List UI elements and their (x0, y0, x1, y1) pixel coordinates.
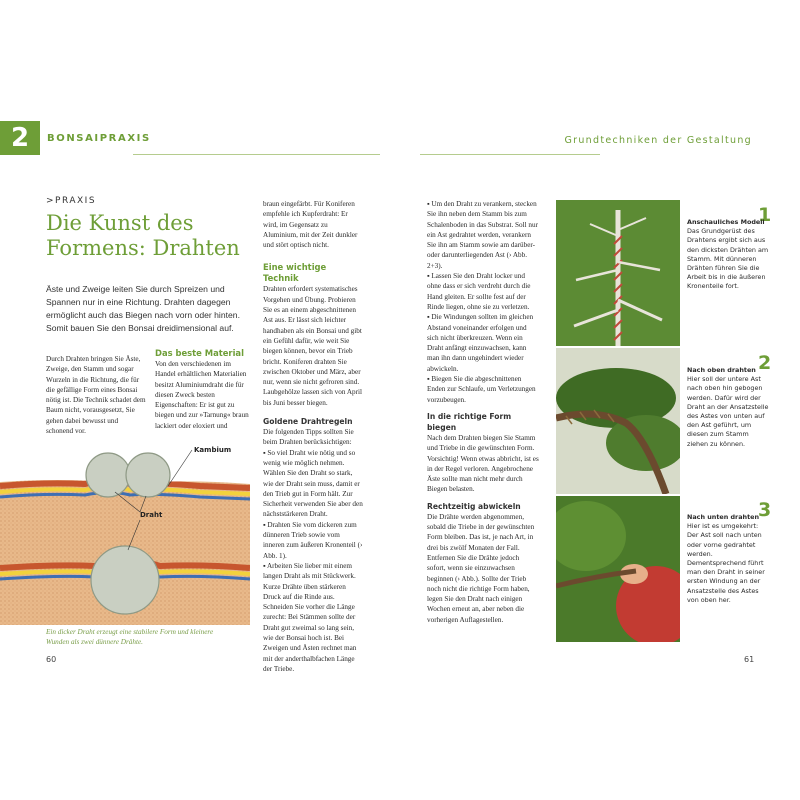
label-kambium: Kambium (194, 446, 232, 454)
photo-caption-text: Hier ist es umgekehrt: Der Ast soll nach unten oder vorne gedrahtet werden. Dementsprechend führt man den Draht in seiner ersten Windung an der Ansatzstelle des Astes von oben her. (687, 522, 765, 604)
label-draht: Draht (140, 511, 163, 519)
form-heading: In die richtige Form biegen (427, 411, 512, 432)
photo-caption-3 (687, 513, 769, 605)
section-running-head: Grundtechniken der Gestaltung (564, 135, 752, 146)
chapter-label: BONSAIPRAXIS (47, 133, 151, 144)
form-text: Nach dem Drahten biegen Sie Stamm und Triebe in die gewünschten Form. Vorsichtig! Wenn etwas abbricht, ist es in der Regel verloren. Angebrochene Äste sollte man nicht mehr durch Biegen belasten. (427, 433, 539, 494)
rules-heading: Goldene Drahtregeln (263, 417, 353, 427)
photo-wiring-upward (556, 348, 680, 494)
photo-number-2: 2 (758, 352, 772, 374)
technique-heading: Eine wichtige Technik (263, 262, 327, 284)
photo-caption-text: Hier soll der untere Ast nach oben hin gebogen werden. Dafür wird der Draht an der Ansatzstelle des Astes von unten auf den Ast geführt, um diesen zum Stamm ziehen zu können. (687, 375, 769, 448)
kicker: >PRAXIS (46, 196, 97, 206)
col3-text: braun eingefärbt. Für Koniferen empfehle ich Kupferdraht: Er wird, im Gegensatz zu Aluminium, mit der Zeit dunkler und stört optisch nicht. (263, 200, 358, 250)
thin-wire-1 (86, 453, 130, 497)
photo-caption-title: Nach unten drahten (687, 513, 760, 521)
header-rule-right (420, 154, 600, 155)
bullet-item: ▪ Biegen Sie die abgeschnittenen Enden zur Schlaufe, um Verletzungen vorzubeugen. (427, 375, 536, 404)
header-rule-left (133, 154, 380, 155)
column-1 (46, 354, 146, 436)
column-3 (263, 199, 363, 674)
time-text: Die Drähte werden abgenommen, sobald die Triebe in der gewünschten Form bleiben. Das ist, je nach Art, in drei bis zwölf Monaten der Fall. Entfernen Sie die Drähte jedoch sofort, wenn sie einzuwachsen beginnen (› Abb.). Sollte der Trieb noch nicht die richtige Form haben, legen Sie den Draht nach einigen Wochen erneut an, aber neben die vorherigen Auflagestellen. (427, 512, 535, 624)
thick-wire (91, 546, 159, 614)
diagram-caption: Ein dicker Draht erzeugt eine stabilere Form und kleinere Wunden als zwei dünnere Drähte. (46, 628, 214, 646)
photo-caption-2 (687, 366, 769, 449)
right-column (427, 199, 539, 625)
material-text: Von den verschiedenen im Handel erhältlichen Materialien besitzt Aluminiumdraht die für diesen Zweck besten Eigenschaften: Er ist gut zu biegen und zur »Tarnung« braun lackiert oder eloxiert und (155, 360, 249, 430)
page-title: Die Kunst des Formens: Drahten (46, 211, 240, 260)
photo-number-3: 3 (758, 499, 772, 521)
bullet-item: ▪ Die Windungen sollten im gleichen Abstand voneinander erfolgen und sich nicht überkreuzen. Wenn ein Draht anfängt einzuwachsen, kann man ihn dann ungehindert wieder abwickeln. (427, 313, 534, 373)
thin-wire-2 (126, 453, 170, 497)
rules-intro: Die folgenden Tipps sollten Sie beim Drahten berücksichtigen: (263, 428, 354, 447)
rule-item: ▪ So viel Draht wie nötig und so wenig wie möglich nehmen. Wählen Sie den Draht so stark, wie der Draht sein muss, damit er den Trieb gut in Form hält. Zur Sicherheit verwenden Sie aber den nächststärkeren Draht. (263, 448, 363, 519)
chapter-number: 2 (0, 121, 40, 155)
technique-text: Drahten erfordert systematisches Vorgehen und Übung. Probieren Sie es an einem abgeschnittenen Ast aus. Er lässt sich leichter handhaben als ein Bonsai und gibt ein Gefühl dafür, wie weit Sie biegen können, bevor ein Trieb bricht. Koniferen drahten Sie zwischen Oktober und März, aber nur, wenn sie nicht gefroren sind. Laubgehölze lassen sich von April bis Juni besser biegen. (263, 285, 363, 407)
col1-text: Durch Drahten bringen Sie Äste, Zweige, den Stamm und sogar Wurzeln in die Richtung, die für die gefällige Form eines Bonsai nötig ist. Die Technik schadet dem Baum nicht, vorausgesetzt, Sie gehen dabei bewusst und schonend vor. (46, 355, 146, 436)
photo-caption-title: Anschauliches Modell (687, 218, 765, 226)
intro-paragraph: Äste und Zweige leiten Sie durch Spreizen und Spannen nur in eine Richtung. Drahten dagegen ermöglicht auch das Biegen nach vorn oder hinten. Somit bauen Sie den Bonsai dreidimensional auf. (46, 284, 240, 333)
rule-item: ▪ Drahten Sie vom dickeren zum dünneren Trieb sowie vom inneren zum äußeren Kronenteil (› Abb. 1). (263, 520, 363, 560)
wire-cross-section-diagram (0, 440, 250, 625)
bullet-item: ▪ Um den Draht zu verankern, stecken Sie ihn neben dem Stamm bis zum Schalenboden in das Substrat. Soll nur ein Ast gedrahtet werden, verankern Sie ihn am Stamm sowie am darüber- oder darunterliegenden Ast (› Abb. 2+3). (427, 200, 538, 270)
photo-caption-1 (687, 218, 769, 292)
bullet-item: ▪ Lassen Sie den Draht locker und ohne dass er sich verdreht durch die Hand gleiten. Er sollte fest auf der Rinde liegen, ohne sie zu verletzen. (427, 272, 531, 311)
column-2 (155, 348, 252, 431)
photo-wiring-downward (556, 496, 680, 642)
photo-caption-title: Nach oben drahten (687, 366, 756, 374)
rule-item: ▪ Arbeiten Sie lieber mit einem langen Draht als mit Stückwerk. Kurze Drähte üben stärkeren Druck auf die Rinde aus. Schneiden Sie vorher die Länge zurecht: Bei Stämmen sollte der Draht gut zweimal so lang sein, wie der Bonsai hoch ist. Bei Zweigen und Ästen rechnet man mit der anderthalbfachen Länge der Triebe. (263, 561, 357, 673)
photo-number-1: 1 (758, 204, 772, 226)
photo-model-wired-tree (556, 200, 680, 346)
material-heading: Das beste Material (155, 348, 244, 358)
page-number-left: 60 (46, 655, 57, 664)
time-heading: Rechtzeitig abwickeln (427, 501, 521, 511)
page-number-right: 61 (744, 655, 755, 664)
photo-caption-text: Das Grundgerüst des Drahtens ergibt sich aus den dicksten Drähten am Stamm. Mit dünneren Drähten führen Sie die Arbeit bis in die äußeren Kronenteile fort. (687, 227, 769, 291)
